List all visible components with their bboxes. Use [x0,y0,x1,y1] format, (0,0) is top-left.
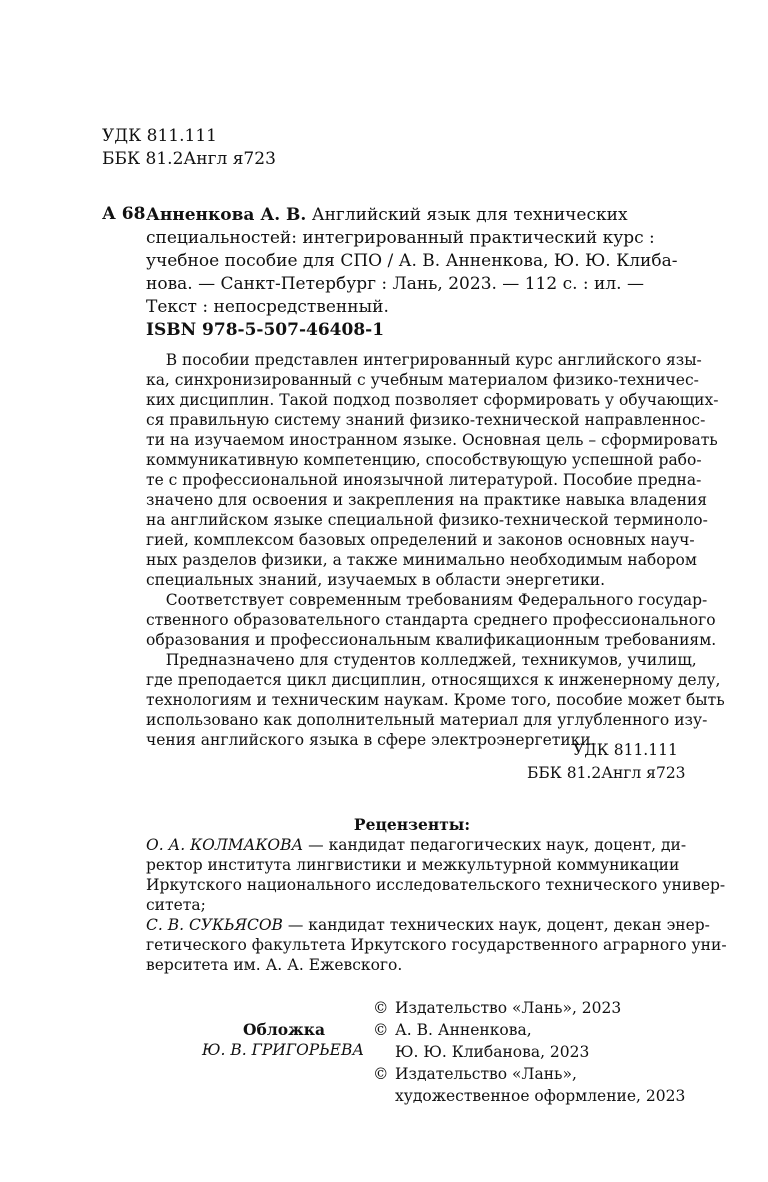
annotation-line: образования и профессиональным квалификационным требованиям. [146,631,717,649]
annotation [146,350,725,750]
biblio-author: Анненкова А. В. [146,205,307,225]
bbk-code-bottom: ББК 81.2Англ я723 [527,764,686,782]
biblio-line: нова. — Санкт-Петербург : Лань, 2023. — 112 с. : ил. — [146,274,644,294]
annotation-line: где преподается цикл дисциплин, относящихся к инженерному делу, [146,671,721,689]
copyright-line: © Издательство «Лань», [373,1065,577,1083]
copyright-icon: © [373,1065,389,1083]
reviewer-line: ситета; [146,896,206,914]
cover-credit-name: Ю. В. ГРИГОРЬЕВА [202,1041,365,1059]
reviewers-section [146,815,727,975]
cover-credit-title: Обложка [243,1020,325,1039]
udk-code: УДК 811.111 [102,126,217,146]
biblio-line: Текст : непосредственный. [146,297,389,317]
reviewer-line: гетического факультета Иркутского государственного аграрного уни- [146,936,727,954]
biblio-line-1 [146,204,678,227]
annotation-line: ких дисциплин. Такой подход позволяет сформировать у обучающих- [146,391,719,409]
reviewer-line: Иркутского национального исследовательского технического универ- [146,876,726,894]
copyright-line: © Издательство «Лань», 2023 [373,999,622,1017]
reviewer-line: С. В. СУКЬЯСОВ — кандидат технических наук, доцент, декан энер- [146,916,710,934]
reviewer-name: О. А. КОЛМАКОВА [146,836,304,854]
biblio-line: специальностей: интегрированный практический курс : [146,228,655,248]
annotation-line: технологиям и техническим наукам. Кроме того, пособие может быть [146,691,725,709]
annotation-line: те с профессиональной иноязычной литературой. Пособие предна- [146,471,702,489]
annotation-line: значено для освоения и закрепления на практике навыка владения [146,491,708,509]
annotation-line: ных разделов физики, а также минимально необходимым набором [146,551,697,569]
annotation-line: Соответствует современным требованиям Федерального государ- [146,591,708,609]
copyright-icon: © [373,999,389,1017]
annotation-line: ся правильную систему знаний физико-технической направленнос- [146,411,706,429]
annotation-line: коммуникативную компетенцию, способствующую успешной рабо- [146,451,702,469]
author-mark: А 68 [102,204,146,224]
reviewer-line: О. А. КОЛМАКОВА — кандидат педагогических наук, доцент, ди- [146,836,687,854]
annotation-line: В пособии представлен интегрированный курс английского язы- [146,351,702,369]
annotation-line: специальных знаний, изучаемых в области энергетики. [146,571,606,589]
annotation-line: использовано как дополнительный материал для углубленного изу- [146,711,708,729]
udk-code-bottom: УДК 811.111 [573,741,678,759]
reviewers-title: Рецензенты: [353,815,471,834]
bbk-code: ББК 81.2Англ я723 [102,149,276,169]
copyright-block [373,997,686,1107]
annotation-line: гией, комплексом базовых определений и законов основных науч- [146,531,695,549]
biblio-line-1-rest: Английский язык для технических [306,205,628,225]
isbn: ISBN 978-5-507-46408-1 [146,320,385,340]
copyright-line: © А. В. Анненкова, [373,1021,532,1039]
reviewer-line: ректор института лингвистики и межкультурной коммуникации [146,856,680,874]
reviewer-name: С. В. СУКЬЯСОВ [146,916,283,934]
annotation-line: ти на изучаемом иностранном языке. Основная цель – сформировать [146,431,718,449]
bibliographic-record [146,204,678,319]
annotation-line: ка, синхронизированный с учебным материалом физико-техничес- [146,371,699,389]
reviewer-line: верситета им. А. А. Ежевского. [146,956,403,974]
copyright-line: художественное оформление, 2023 [395,1087,686,1105]
biblio-line: учебное пособие для СПО / А. В. Анненкова, Ю. Ю. Клиба- [146,251,678,271]
copyright-line: Ю. Ю. Клибанова, 2023 [395,1043,590,1061]
annotation-line: на английском языке специальной физико-технической терминоло- [146,511,708,529]
annotation-line: чения английского языка в сфере электроэнергетики. [146,731,596,749]
annotation-line: Предназначено для студентов колледжей, техникумов, училищ, [146,651,697,669]
annotation-line: ственного образовательного стандарта среднего профессионального [146,611,716,629]
copyright-icon: © [373,1021,389,1039]
